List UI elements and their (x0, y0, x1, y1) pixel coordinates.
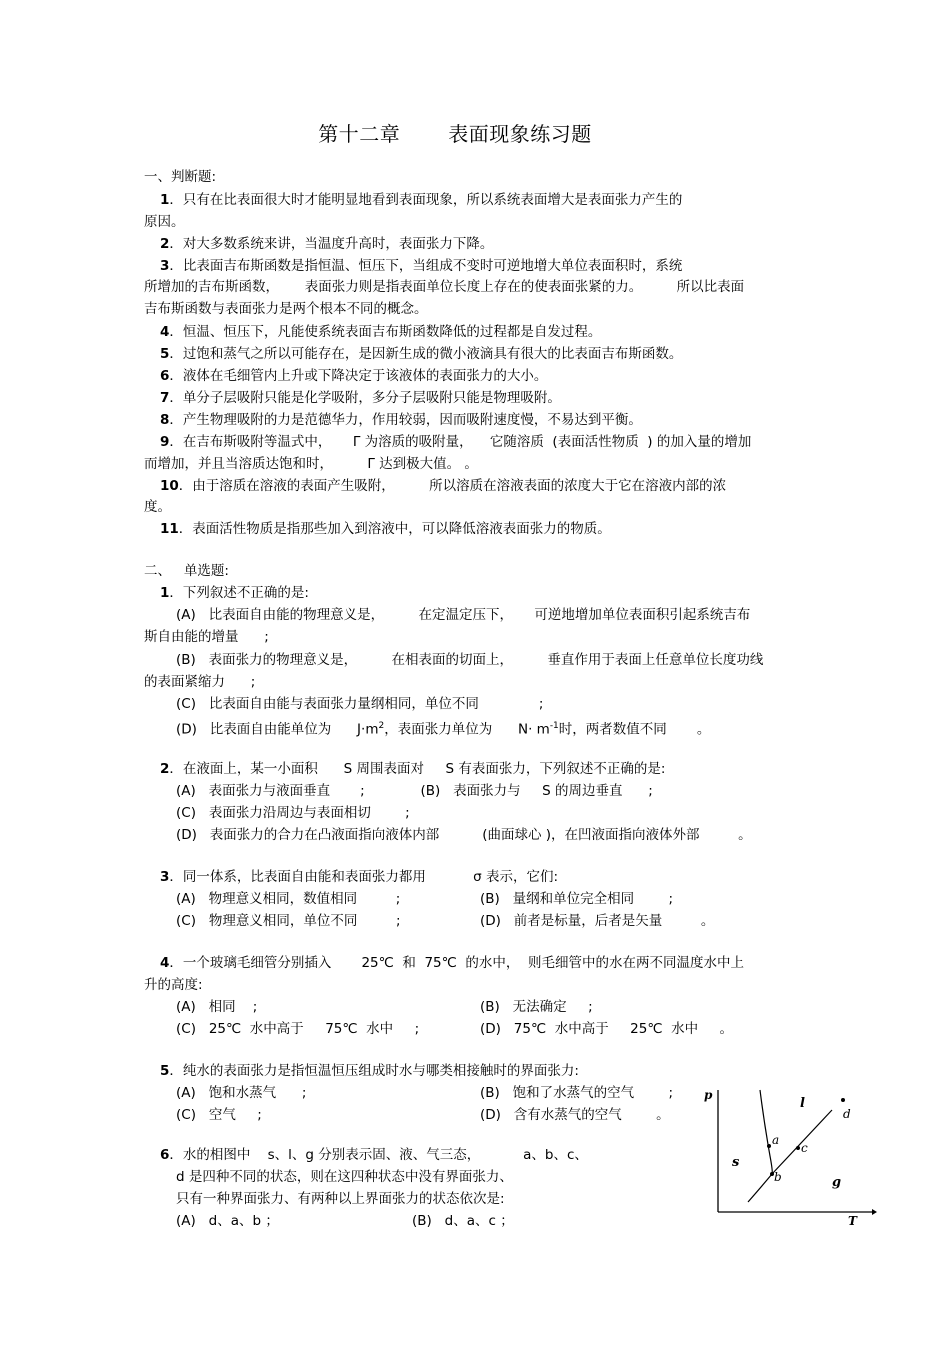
mc3-option-c: (C) 物理意义相同，单位不同 ; (176, 913, 401, 929)
point-label-b: b (774, 1170, 782, 1184)
mc5-option-d: (D) 含有水蒸气的空气 。 (480, 1107, 670, 1123)
mc5-option-a: (A) 饱和水蒸气 ; (176, 1085, 307, 1101)
mc1-option-d: (D) 比表面自由能单位为 $J\cdot m^2$，表面张力单位为 $N\cdot m^{-1}$时，两者数值不同 。 (176, 721, 711, 738)
tf-question-4: 4．恒温、恒压下，凡能使系统表面吉布斯函数降低的过程都是自发过程。 (160, 324, 602, 340)
mc-question-3: 3．同一体系，比表面自由能和表面张力都用 σ 表示，它们: (160, 869, 559, 885)
mc2-option-d: (D) 表面张力的合力在凸液面指向液体内部 (曲面球心 )，在凹液面指向液体外部 。 (176, 827, 752, 843)
point-label-d: d (843, 1107, 851, 1121)
tf-question-5: 5．过饱和蒸气之所以可能存在，是因新生成的微小液滴具有很大的比表面吉布斯函数。 (160, 346, 683, 362)
tf-question-9-cont: 而增加，并且当溶质达饱和时， Γ 达到极大值。 。 (144, 456, 478, 472)
mc-question-6-cont: d 是四种不同的状态，则在这四种状态中没有界面张力、 (176, 1169, 513, 1185)
tf-question-9: 9．在吉布斯吸附等温式中， Γ 为溶质的吸附量， 它随溶质 (表面活性物质 ) 的加入量的增加 (160, 434, 752, 450)
mc2-options-ab: (A) 表面张力与液面垂直 ; (B) 表面张力与 S 的周边垂直 ; (176, 783, 653, 799)
mc3-option-d: (D) 前者是标量，后者是矢量 。 (480, 913, 715, 929)
tf-question-6: 6．液体在毛细管内上升或下降决定于该液体的表面张力的大小。 (160, 368, 548, 384)
mc-question-5: 5．纯水的表面张力是指恒温恒压组成时水与哪类相接触时的界面张力: (160, 1063, 579, 1079)
region-label-gas: g (832, 1175, 842, 1190)
mc6-option-b: (B) d、a、c ； (412, 1213, 514, 1229)
mc2-option-c: (C) 表面张力沿周边与表面相切 ; (176, 805, 410, 821)
axis-label-t: T (848, 1214, 857, 1228)
tf-question-8: 8．产生物理吸附的力是范德华力，作用较弱，因而吸附速度慢，不易达到平衡。 (160, 412, 642, 428)
mc-question-6: 6．水的相图中 s、l、g 分别表示固、液、气三态， a、b、c、 (160, 1147, 588, 1163)
water-phase-diagram (704, 1082, 878, 1228)
tf-question-1: 1．只有在比表面很大时才能明显地看到表面现象，所以系统表面增大是表面张力产生的 (160, 192, 683, 208)
mc6-option-a: (A) d、a、b ； (176, 1213, 279, 1229)
mc3-option-b: (B) 量纲和单位完全相同 ; (480, 891, 674, 907)
mc5-option-c: (C) 空气 ; (176, 1107, 262, 1123)
page-title (0, 118, 910, 147)
tf-question-10: 10．由于溶质在溶液的表面产生吸附， 所以溶质在溶液表面的浓度大于它在溶液内部的浓 (160, 478, 727, 494)
temperature-axis-arrow (872, 1209, 877, 1215)
tf-question-3: 3．比表面吉布斯函数是指恒温、恒压下，当组成不变时可逆地增大单位表面积时，系统 (160, 258, 683, 274)
mc-question-2: 2．在液面上，某一小面积 S 周围表面对 S 有表面张力，下列叙述不正确的是: (160, 761, 666, 777)
tf-question-11: 11．表面活性物质是指那些加入到溶液中，可以降低溶液表面张力的物质。 (160, 521, 611, 537)
tf-question-2: 2．对大多数系统来讲，当温度升高时，表面张力下降。 (160, 236, 494, 252)
mc1-option-a: (A) 比表面自由能的物理意义是， 在定温定压下， 可逆地增加单位表面积引起系统吉布 (176, 607, 751, 623)
tf-question-7: 7．单分子层吸附只能是化学吸附，多分子层吸附只能是物理吸附。 (160, 390, 561, 406)
mc4-option-c: (C) 25℃ 水中高于 75℃ 水中 ; (176, 1021, 420, 1037)
axis-label-p: p (704, 1088, 713, 1102)
mc1-option-a-cont: 斯自由能的增量 ; (144, 629, 269, 645)
point-label-c: c (801, 1141, 808, 1155)
mc1-option-b-cont: 的表面紧缩力 ; (144, 674, 256, 690)
mc-question-4: 4．一个玻璃毛细管分别插入 25℃ 和 75℃ 的水中， 则毛细管中的水在两不同温度水中上 (160, 955, 744, 971)
mc4-option-b: (B) 无法确定 ; (480, 999, 593, 1015)
mc1-option-b: (B) 表面张力的物理意义是， 在相表面的切面上， 垂直作用于表面上任意单位长度功线 (176, 652, 764, 668)
state-point-c (796, 1146, 800, 1150)
tf-question-1-cont: 原因。 (144, 214, 185, 230)
region-label-liquid: l (800, 1096, 805, 1111)
region-label-solid: s (732, 1155, 740, 1170)
mc4-option-d: (D) 75℃ 水中高于 25℃ 水中 。 (480, 1021, 734, 1037)
state-point-a (767, 1144, 771, 1148)
state-point-d (841, 1098, 845, 1102)
mc1-option-c: (C) 比表面自由能与表面张力量纲相同，单位不同 ; (176, 696, 544, 712)
mc5-option-b: (B) 饱和了水蒸气的空气 ; (480, 1085, 674, 1101)
mc-question-1: 1．下列叙述不正确的是: (160, 585, 309, 601)
mc-question-6-cont2: 只有一种界面张力、有两种以上界面张力的状态依次是: (176, 1191, 505, 1207)
section-heading-single-choice: 二、 单选题: (144, 563, 229, 579)
chapter-topic: 表面现象练习题 (448, 122, 592, 146)
section-heading-true-false: 一、判断题: (144, 169, 217, 185)
melting-curve (760, 1090, 772, 1174)
chapter-label: 第十二章 (318, 122, 401, 146)
sublimation-curve (748, 1174, 772, 1202)
tf-question-10-cont: 度。 (144, 499, 171, 515)
mc4-option-a: (A) 相同 ; (176, 999, 258, 1015)
mc-question-4-cont: 升的高度: (144, 977, 203, 993)
mc3-option-a: (A) 物理意义相同，数值相同 ; (176, 891, 401, 907)
point-label-a: a (772, 1133, 780, 1147)
tf-question-3-cont: 所增加的吉布斯函数， 表面张力则是指表面单位长度上存在的使表面张紧的力。 所以比表面 (144, 279, 745, 295)
tf-question-3-cont2: 吉布斯函数与表面张力是两个根本不同的概念。 (144, 301, 428, 317)
